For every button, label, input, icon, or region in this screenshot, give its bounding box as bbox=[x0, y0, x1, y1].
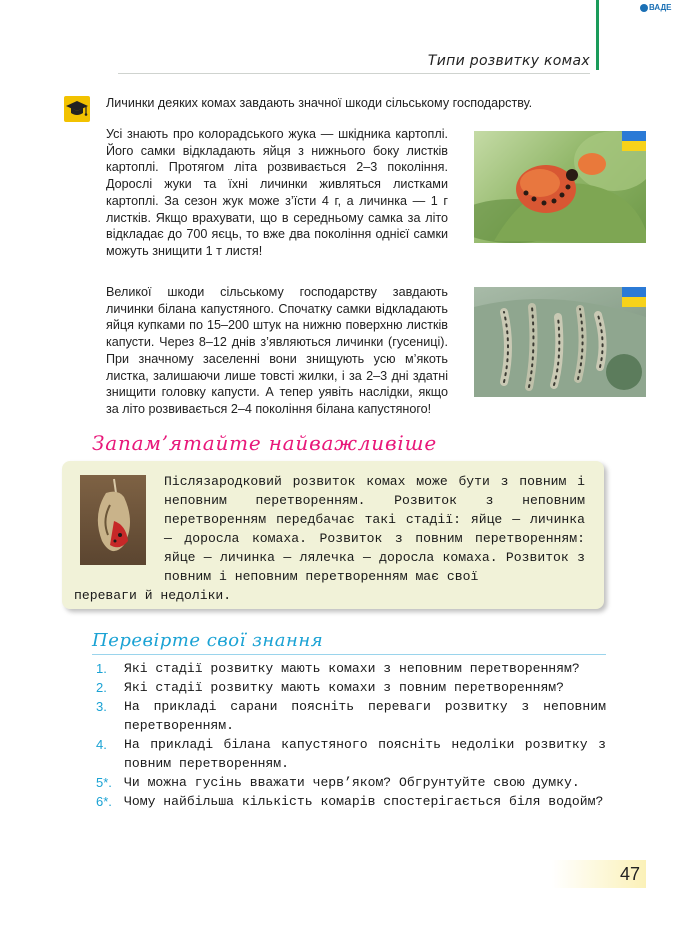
question-item bbox=[96, 678, 606, 697]
ukrainian-flag-icon bbox=[622, 287, 646, 307]
ukrainian-flag-icon bbox=[622, 131, 646, 151]
question-number: 3. bbox=[96, 699, 107, 714]
summary-text-end: переваги й недоліки. bbox=[74, 588, 232, 603]
colorado-beetle-photo bbox=[474, 131, 646, 243]
question-text: На прикладі білана капустяного поясніть недоліки розвитку з повним перетворенням. bbox=[124, 737, 606, 771]
question-number: 1. bbox=[96, 661, 107, 676]
question-text: Чи можна гусінь вважати черв’яком? Обгрунтуйте свою думку. bbox=[124, 775, 580, 790]
header-rule bbox=[118, 73, 590, 74]
remember-heading: Запам’ятайте найважливіше bbox=[92, 431, 438, 455]
intro-text: Личинки деяких комах завдають значної шкоди сільському господарству. bbox=[106, 96, 533, 110]
question-item bbox=[96, 697, 606, 735]
colorado-beetle-paragraph: Усі знають про колорадського жука — шкідника картоплі. Його самки відкладають яйця з нижнього боку листків картоплі. Протягом літа розвивається 2–3 покоління. Дорослі жуки та їхні личинки живляться листками картоплі. За сезон жук може з’їсти 4 г, а личинка — 1 г листків. Якщо врахувати, що в середньому самка за літо відкладає до 700 яєць, то вже два покоління однієї самки можуть знищити 1 т листя! bbox=[106, 127, 448, 258]
header-accent-bar bbox=[596, 0, 599, 70]
question-item bbox=[96, 773, 606, 792]
question-number: 5*. bbox=[96, 775, 112, 790]
summary-text: Післязародковий розвиток комах може бути з повним і неповним перетворенням. Розвиток з неповним перетворенням передбачає такі стадії: яйце — личинка — доросла комаха. Розвиток з повним перетворенням: яйце — личинка — лялечка — доросла комаха. Розвиток з повним і неповним перетворенням має свої bbox=[164, 474, 585, 584]
check-heading: Перевірте свої знання bbox=[92, 630, 324, 651]
question-item bbox=[96, 792, 606, 811]
question-text: Чому найбільша кількість комарів спостерігається біля водойм? bbox=[124, 794, 604, 809]
page-number: 47 bbox=[620, 864, 641, 884]
cabbage-butterfly-paragraph: Великої шкоди сільському господарству завдають личинки білана капустяного. Спочатку самки відкладають яйця купками по 15–200 штук на нижню поверхню листків капусти. Через 8–12 днів з’являються личинки (гусениці). При значному заселенні вони знищують усю м’якоть листка, залишаючи лише товсті жилки, і за 2–3 дні здатні знищити головку капусти. А тепер уявіть наслідки, якщо за літо розвивається 2–4 покоління білана капустяного! bbox=[106, 285, 448, 416]
question-text: Які стадії розвитку мають комахи з повним перетворенням? bbox=[124, 680, 565, 695]
question-item bbox=[96, 659, 606, 678]
question-list bbox=[96, 659, 606, 811]
graduation-cap-icon bbox=[64, 96, 90, 122]
question-text: Які стадії розвитку мають комахи з неповним перетворенням? bbox=[124, 661, 580, 676]
question-number: 4. bbox=[96, 737, 107, 752]
question-number: 2. bbox=[96, 680, 107, 695]
chapter-title: Типи розвитку комах bbox=[427, 53, 590, 69]
check-heading-rule bbox=[92, 654, 606, 655]
question-number: 6*. bbox=[96, 794, 112, 809]
publisher-logo: ВАДЕ bbox=[640, 3, 672, 12]
chrysalis-photo bbox=[80, 475, 146, 565]
question-text: На прикладі сарани поясніть переваги розвитку з неповним перетворенням. bbox=[124, 699, 606, 733]
question-item bbox=[96, 735, 606, 773]
cabbage-caterpillars-photo bbox=[474, 287, 646, 397]
